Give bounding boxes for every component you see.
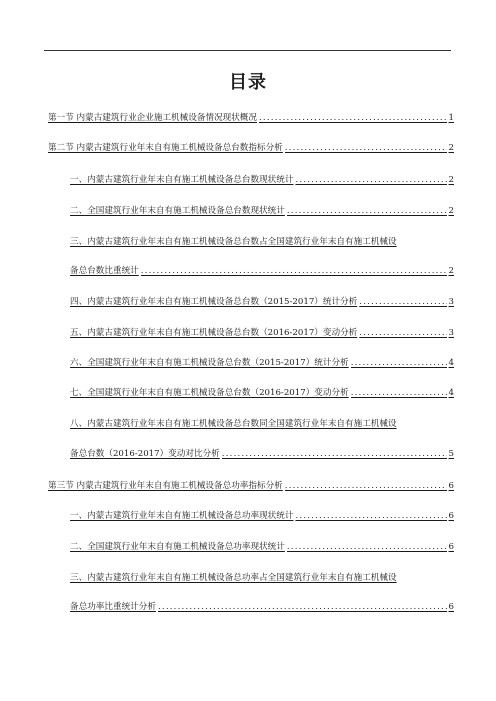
toc-entry-2-8[interactable] <box>70 447 454 461</box>
toc-entry-text: 第一节 内蒙古建筑行业企业施工机械设备情况现状概况 <box>48 113 257 123</box>
toc-entry-2-2[interactable] <box>70 204 454 218</box>
toc-leader-dots <box>222 449 447 459</box>
toc-entry-section-1[interactable] <box>48 111 454 125</box>
toc-entry-3-2[interactable] <box>70 540 454 554</box>
toc-entry-text: 四、内蒙古建筑行业年末自有施工机械设备总台数（2015-2017）统计分析 <box>70 297 358 307</box>
toc-leader-dots <box>141 266 447 276</box>
toc-leader-dots <box>351 388 447 398</box>
toc-page-number: 6 <box>448 602 454 612</box>
toc-page-number: 6 <box>448 542 454 552</box>
toc-entry-3-3[interactable] <box>70 600 454 614</box>
toc-leader-dots <box>287 542 447 552</box>
toc-page-number: 2 <box>448 143 454 153</box>
toc-entry-text: 第二节 内蒙古建筑行业年末自有施工机械设备总台数指标分析 <box>48 143 283 153</box>
toc-entry-2-8-line1[interactable]: 八、内蒙古建筑行业年末自有施工机械设备总台数同全国建筑行业年末自有施工机械设 <box>70 419 397 429</box>
toc-entry-2-1[interactable] <box>70 173 454 187</box>
toc-entry-text: 备总台数比重统计 <box>70 266 139 276</box>
toc-entry-2-3[interactable] <box>70 264 454 278</box>
toc-leader-dots <box>285 143 447 153</box>
header-rule <box>44 50 451 51</box>
toc-entry-text: 一、内蒙古建筑行业年末自有施工机械设备总功率现状统计 <box>70 511 294 521</box>
toc-entry-2-3-line1[interactable]: 三、内蒙古建筑行业年末自有施工机械设备总台数占全国建筑行业年末自有施工机械设 <box>70 237 397 247</box>
toc-leader-dots <box>259 113 447 123</box>
toc-page-number: 2 <box>448 206 454 216</box>
toc-page-number: 3 <box>448 297 454 307</box>
toc-page-number: 3 <box>448 328 454 338</box>
toc-entry-text: 五、内蒙古建筑行业年末自有施工机械设备总台数（2016-2017）变动分析 <box>70 328 358 338</box>
toc-page-number: 6 <box>448 481 454 491</box>
toc-page-number: 4 <box>448 358 454 368</box>
toc-entry-2-6[interactable] <box>70 356 454 370</box>
toc-entry-section-3[interactable] <box>48 479 454 493</box>
toc-entry-text: 二、全国建筑行业年末自有施工机械设备总功率现状统计 <box>70 542 285 552</box>
toc-entry-3-1[interactable] <box>70 509 454 523</box>
toc-page-number: 6 <box>448 511 454 521</box>
toc-entry-text: 二、全国建筑行业年末自有施工机械设备总台数现状统计 <box>70 206 285 216</box>
toc-leader-dots <box>295 175 446 185</box>
toc-entry-section-2[interactable] <box>48 141 454 155</box>
toc-entry-text: 备总功率比重统计分析 <box>70 602 156 612</box>
toc-entry-text: 六、全国建筑行业年末自有施工机械设备总台数（2015-2017）统计分析 <box>70 358 349 368</box>
toc-page-number: 2 <box>448 266 454 276</box>
toc-leader-dots <box>295 511 446 521</box>
toc-entry-2-4[interactable] <box>70 295 454 309</box>
toc-entry-2-5[interactable] <box>70 326 454 340</box>
toc-page-number: 4 <box>448 388 454 398</box>
page-title: 目录 <box>229 72 267 93</box>
toc-page-number: 2 <box>448 175 454 185</box>
toc-leader-dots <box>285 481 447 491</box>
toc-entry-2-7[interactable] <box>70 386 454 400</box>
toc-entry-text: 备总台数（2016-2017）变动对比分析 <box>70 449 220 459</box>
toc-entry-text: 一、内蒙古建筑行业年末自有施工机械设备总台数现状统计 <box>70 175 294 185</box>
toc-leader-dots <box>351 358 447 368</box>
toc-page-number: 1 <box>448 113 454 123</box>
toc-entry-text: 第三节 内蒙古建筑行业年末自有施工机械设备总功率指标分析 <box>48 481 283 491</box>
toc-leader-dots <box>359 328 446 338</box>
toc-entry-text: 七、全国建筑行业年末自有施工机械设备总台数（2016-2017）变动分析 <box>70 388 349 398</box>
toc-leader-dots <box>287 206 447 216</box>
toc-page-number: 5 <box>448 449 454 459</box>
toc-entry-3-3-line1[interactable]: 三、内蒙古建筑行业年末自有施工机械设备总功率占全国建筑行业年末自有施工机械设 <box>70 573 397 583</box>
toc-leader-dots <box>158 602 447 612</box>
toc-leader-dots <box>359 297 446 307</box>
